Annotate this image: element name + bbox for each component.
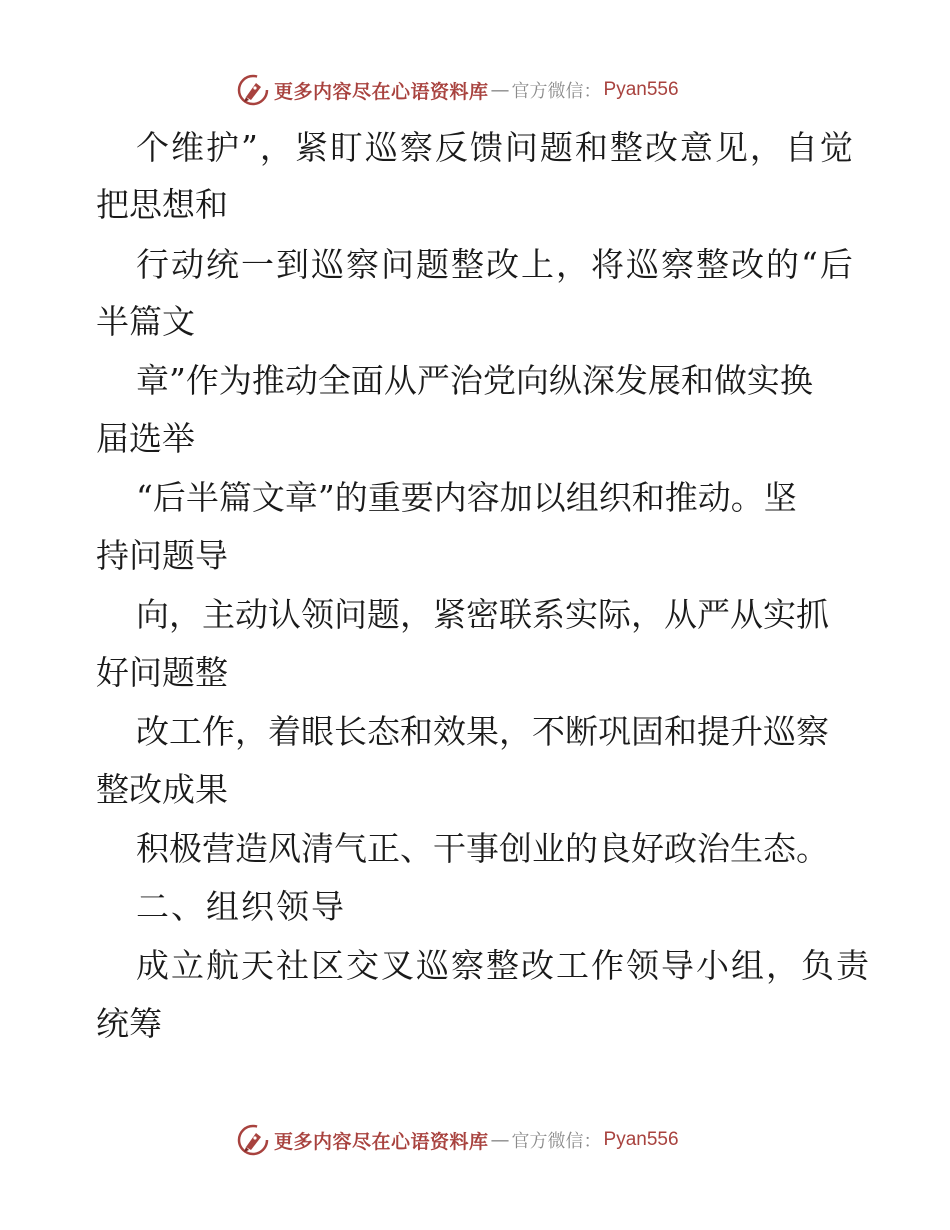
header-site-text: 更多内容尽在心语资料库 (274, 80, 489, 103)
body-line: 持问题导 (96, 536, 228, 575)
body-line: 好问题整 (96, 653, 228, 692)
body-line: 行动统一到巡察问题整改上，将巡察整改的“后 (136, 245, 855, 284)
body-line: 个维护”，紧盯巡察反馈问题和整改意见，自觉 (136, 128, 855, 167)
pen-nib-logo-icon (236, 1123, 270, 1157)
body-line: “后半篇文章”的重要内容加以组织和推动。坚 (136, 478, 797, 517)
section-heading: 二、组织领导 (136, 887, 346, 926)
footer-separator: — (490, 1129, 510, 1151)
header-wechat-id: Pyan556 (603, 79, 679, 100)
header-wechat-label: 官方微信： (511, 81, 602, 102)
footer-banner (236, 1122, 679, 1158)
body-line: 成立航天社区交叉巡察整改工作领导小组，负责 (136, 946, 871, 985)
footer-wechat-id: Pyan556 (603, 1129, 679, 1150)
header-banner (236, 72, 679, 108)
body-line: 章”作为推动全面从严治党向纵深发展和做实换 (136, 361, 813, 400)
body-line: 把思想和 (96, 185, 228, 224)
body-line: 半篇文 (96, 302, 195, 341)
footer-wechat-label: 官方微信： (511, 1131, 602, 1152)
header-separator: — (490, 79, 510, 101)
body-line: 向，主动认领问题，紧密联系实际，从严从实抓 (136, 595, 829, 634)
body-line: 改工作，着眼长态和效果，不断巩固和提升巡察 (136, 712, 829, 751)
pen-nib-logo-icon (236, 73, 270, 107)
footer-site-text: 更多内容尽在心语资料库 (274, 1130, 489, 1153)
body-line: 整改成果 (96, 770, 228, 809)
body-line: 届选举 (96, 419, 195, 458)
body-line: 积极营造风清气正、干事创业的良好政治生态。 (136, 829, 829, 868)
body-line: 统筹 (96, 1004, 162, 1043)
